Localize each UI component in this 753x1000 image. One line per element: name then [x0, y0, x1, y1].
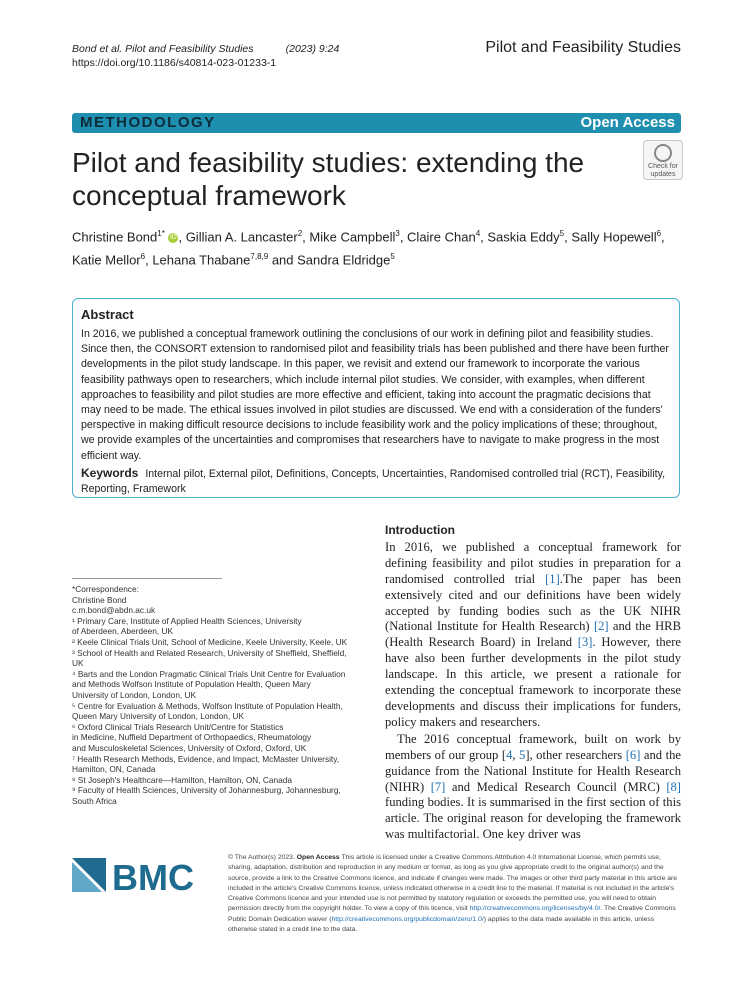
bmc-logo	[72, 856, 212, 896]
intro-paragraph: In 2016, we published a conceptual framework for defining feasibility and pilot studies in preparation for a randomised controlled trial [1].The paper has been extensively cited and our definitions have been widely accepted by funding bodies such as the UK NIHR (National Institute for Health Research) [2] and the HRB (Health Research Board) in Ireland [3]. However, there have also been further developments in the pilot study landscape. In this article, we present a rationale for extending the conceptual framework to incorporate these developments and discuss their implications for funders, policy makers and researchers.	[385, 539, 681, 729]
affiliation-line: ⁸ St Joseph's Healthcare—Hamilton, Hamilton, ON, Canada	[72, 774, 292, 785]
author-affil: 6	[656, 229, 662, 238]
author-affil: 5	[390, 252, 395, 262]
refresh-icon	[654, 144, 672, 162]
abstract-heading: Abstract	[81, 307, 134, 322]
citation-link[interactable]: 4	[506, 747, 513, 762]
affiliation-line: Queen Mary University of London, London, UK	[72, 711, 245, 722]
citation-link[interactable]: [8]	[666, 779, 681, 794]
running-header	[72, 42, 339, 70]
citation-link[interactable]: 5	[519, 747, 526, 762]
orcid-icon[interactable]: iD	[170, 233, 177, 241]
citation-link[interactable]: [3]	[577, 635, 593, 650]
author-affil: 3	[395, 229, 400, 238]
affiliation-line: ⁹ Faculty of Health Sciences, University of Johannesburg, Johannesburg,	[72, 785, 341, 796]
citation-link[interactable]: [1]	[545, 571, 560, 586]
citation-link[interactable]: [6]	[625, 747, 641, 762]
bmc-logo-text: BMC	[112, 857, 194, 896]
header-year-volume: (2023) 9:24	[285, 43, 340, 55]
affiliation-line: ⁵ Centre for Evaluation & Methods, Wolfson Institute of Population Health,	[72, 700, 343, 711]
header-citation: Bond et al. Pilot and Feasibility Studies	[72, 43, 254, 55]
section-band	[72, 113, 681, 133]
intro-heading: Introduction	[385, 523, 455, 537]
license-notice: © The Author(s) 2023. Open Access This article is licensed under a Creative Commons Attribution 4.0 International License, which permits use, sharing, adaptation, distribution and reproduction in any medium or format, as long as you give appropriate credit to the original author(s) and the source, provide a link to the Creative Commons licence, and indicate if changes were made. The images or other third party material in this article are included in the article's Creative Commons licence, unless indicated otherwise in a credit line to the material. If material is not included in the article's Creative Commons licence and your intended use is not permitted by statutory regulation or exceeds the permitted use, you will need to obtain permission directly from the copyright holder. To view a copy of this licence, visit http://creativecommons.org/licenses/by/4.0/. The Creative Commons Public Domain Dedication waiver (http://creativecommons.org/publicdomain/zero/1.0/) applies to the data made available in this article, unless otherwise stated in a credit line to the data.	[228, 854, 678, 934]
check-badge-line2: updates	[650, 171, 676, 178]
author-affil: 2	[297, 229, 303, 238]
author-affil: 4	[475, 229, 481, 238]
citation-link[interactable]: [7]	[430, 779, 446, 794]
citation-link[interactable]: [2]	[593, 619, 609, 634]
author-affil: 5	[559, 229, 565, 238]
author-name: and Sandra Eldridge	[268, 252, 391, 268]
license-link[interactable]: http://creativecommons.org/publicdomain/zero/1.0/	[331, 915, 484, 923]
author-name: Christine Bond	[72, 229, 158, 245]
affiliation-line: and Musculoskeletal Sciences, University of Oxford, Oxford, UK	[72, 742, 307, 753]
affiliation-line: Hamilton, ON, Canada	[72, 764, 156, 775]
header-doi[interactable]: https://doi.org/10.1186/s40814-023-01233-1	[72, 57, 277, 69]
author-affil: 7,8,9	[250, 252, 269, 262]
author-name: , Sally Hopewell	[564, 229, 657, 245]
keywords-label: Keywords	[81, 465, 139, 480]
author-list	[72, 224, 682, 271]
affiliation-line: in Medicine, Nuffield Department of Orthopaedics, Rheumatology	[72, 732, 312, 743]
intro-paragraph: The 2016 conceptual framework, built on work by members of our group [4, 5], other researchers [6] and the guidance from the National Institute for Health Research (NIHR) [7] and Medical Research Council (MRC) [8] funding bodies. It is summarised in the first section of this article. The original reason for developing the framework was multifactorial. One key driver was	[385, 731, 681, 842]
journal-name: Pilot and Feasibility Studies	[485, 39, 681, 56]
license-link[interactable]: http://creativecommons.org/licenses/by/4.0/	[469, 905, 601, 913]
check-for-updates-badge[interactable]	[643, 140, 683, 180]
author-name: , Lehana Thabane	[145, 252, 251, 268]
affiliation-line: and Methods Wolfson Institute of Population Health, Queen Mary	[72, 679, 311, 690]
author-affil: 1*	[157, 229, 165, 238]
author-name: , Katie Mellor	[72, 229, 665, 268]
article-title: Pilot and feasibility studies: extending the conceptual framework	[72, 147, 585, 211]
affiliation-line: c.m.bond@abdn.ac.uk	[72, 605, 156, 616]
affiliation-line: ⁶ Oxford Clinical Trials Research Unit/Centre for Statistics	[72, 721, 284, 732]
affiliations	[72, 584, 362, 806]
abstract-text: In 2016, we published a conceptual framework outlining the conclusions of our work in defining pilot and feasibility studies. Since then, the CONSORT extension to randomised pilot and feasibility trials has been published and there have been further developments in the pilot study landscape. In this paper, we revisit and extend our framework to incorporate the various feasibility pathways open to researchers, which include internal pilot studies. We consider, with examples, when different approaches to feasibility and pilot studies are more effective and efficient, taking into account the pragmatic decisions that may need to be made. The ethical issues involved in pilot studies are discussed. We end with a consideration of the funders' perspective in making difficult resource decisions to include feasibility work and the policy implications of these; throughout, we provide examples of the uncertainties and compromises that researchers have to navigate to make progress in the most efficient way.	[81, 328, 669, 462]
author-name: , Claire Chan	[399, 229, 476, 245]
license-open-access: Open Access	[296, 854, 340, 861]
footnote-divider	[72, 578, 222, 579]
author-name: , Gillian A. Lancaster	[178, 229, 298, 245]
affiliation-line: ³ School of Health and Related Research, University of Sheffield, Sheffield,	[72, 647, 347, 658]
affiliation-line: *Correspondence:	[72, 584, 139, 594]
affiliation-line: UK	[72, 658, 84, 669]
affiliation-line: University of London, London, UK	[72, 689, 197, 700]
affiliation-line: ⁷ Health Research Methods, Evidence, and Impact, McMaster University,	[72, 753, 340, 764]
author-affil: 6	[140, 252, 146, 262]
section-label: METHODOLOGY	[80, 114, 216, 131]
affiliation-line: ² Keele Clinical Trials Unit, School of Medicine, Keele University, Keele, UK	[72, 636, 348, 647]
abstract-box	[72, 298, 680, 498]
affiliation-line: ¹ Primary Care, Institute of Applied Health Sciences, University	[72, 615, 302, 626]
check-badge-line1: Check for	[648, 163, 678, 170]
keywords-text: Internal pilot, External pilot, Definitions, Concepts, Uncertainties, Randomised controlled trial (RCT), Feasibility, Reporting, Framework	[81, 467, 666, 496]
introduction-section	[385, 523, 681, 843]
keywords	[81, 466, 671, 497]
affiliation-line: South Africa	[72, 795, 117, 806]
author-name: , Mike Campbell	[302, 229, 396, 245]
affiliation-line: of Aberdeen, Aberdeen, UK	[72, 626, 174, 637]
author-name: , Saskia Eddy	[480, 229, 560, 245]
affiliation-line: ⁴ Barts and the London Pragmatic Clinical Trials Unit Centre for Evaluation	[72, 668, 346, 679]
open-access-label: Open Access	[580, 114, 675, 131]
affiliation-line: Christine Bond	[72, 594, 127, 605]
